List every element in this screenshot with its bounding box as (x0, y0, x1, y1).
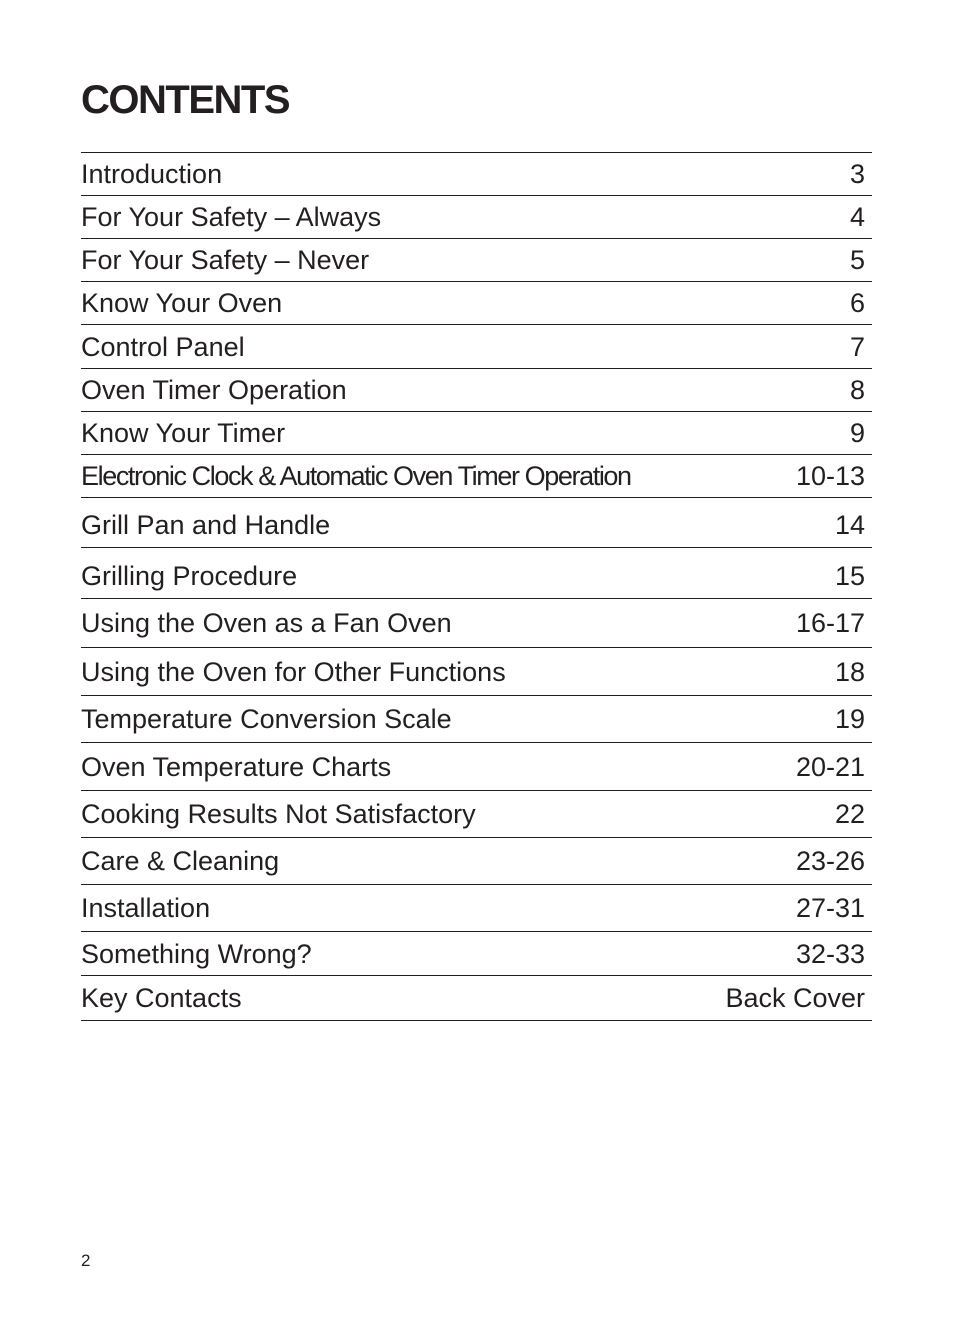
toc-entry-page: 14 (834, 510, 865, 540)
table-of-contents (81, 152, 872, 1021)
toc-entry-page: 6 (849, 288, 865, 318)
toc-entry-title: Care & Cleaning (81, 846, 280, 876)
toc-row-control-panel (81, 325, 872, 369)
toc-entry-page: 19 (834, 704, 865, 734)
toc-entry-page: 15 (834, 560, 865, 591)
toc-entry-title: For Your Safety – Never (81, 245, 370, 275)
toc-row-grill-pan (81, 498, 872, 548)
toc-row-safety-always (81, 196, 872, 239)
toc-row-grilling-procedure (81, 548, 872, 599)
toc-row-temperature-conversion (81, 696, 872, 743)
toc-row-electronic-clock (81, 455, 872, 498)
toc-entry-page: 20-21 (795, 751, 865, 782)
toc-entry-title: Electronic Clock & Automatic Oven Timer Operation (81, 461, 631, 491)
toc-entry-title: Grilling Procedure (81, 560, 298, 591)
toc-entry-title: Using the Oven as a Fan Oven (81, 608, 452, 638)
toc-entry-title: Cooking Results Not Satisfactory (81, 799, 476, 829)
toc-entry-title: Oven Temperature Charts (81, 751, 392, 782)
toc-entry-title: Temperature Conversion Scale (81, 704, 452, 734)
toc-entry-title: Oven Timer Operation (81, 375, 347, 405)
toc-entry-title: Grill Pan and Handle (81, 510, 331, 540)
toc-row-something-wrong (81, 932, 872, 976)
toc-entry-page: 8 (849, 375, 865, 405)
toc-entry-page: 3 (849, 159, 865, 189)
toc-entry-page: 9 (849, 418, 865, 448)
page-number: 2 (81, 1251, 91, 1270)
toc-entry-title: Control Panel (81, 331, 245, 362)
toc-row-care-cleaning (81, 838, 872, 885)
toc-row-cooking-results (81, 791, 872, 838)
toc-entry-title: Introduction (81, 159, 223, 189)
toc-row-know-your-timer (81, 412, 872, 455)
toc-entry-page: 27-31 (795, 893, 865, 923)
toc-entry-title: Something Wrong? (81, 938, 312, 969)
toc-row-temperature-charts (81, 743, 872, 791)
toc-entry-page: 23-26 (795, 846, 865, 876)
toc-entry-page: 5 (849, 245, 865, 275)
toc-row-oven-timer-operation (81, 369, 872, 412)
toc-row-safety-never (81, 239, 872, 282)
toc-entry-page: Back Cover (725, 983, 865, 1013)
toc-entry-page: 32-33 (795, 938, 865, 969)
toc-entry-title: Using the Oven for Other Functions (81, 656, 506, 687)
toc-entry-title: For Your Safety – Always (81, 202, 382, 232)
toc-entry-page: 18 (834, 656, 865, 687)
toc-row-fan-oven (81, 599, 872, 648)
toc-row-introduction (81, 153, 872, 196)
toc-entry-title: Installation (81, 893, 211, 923)
toc-row-other-functions (81, 648, 872, 696)
toc-entry-page: 10-13 (795, 461, 865, 491)
toc-row-installation (81, 885, 872, 932)
page-title: CONTENTS (81, 78, 289, 122)
toc-entry-title: Key Contacts (81, 983, 242, 1013)
toc-entry-page: 16-17 (795, 608, 865, 638)
toc-entry-page: 4 (849, 202, 865, 232)
toc-entry-title: Know Your Timer (81, 418, 286, 448)
toc-entry-page: 22 (834, 799, 865, 829)
toc-row-know-your-oven (81, 282, 872, 325)
toc-row-key-contacts (81, 976, 872, 1021)
toc-entry-title: Know Your Oven (81, 288, 283, 318)
toc-entry-page: 7 (849, 331, 865, 362)
